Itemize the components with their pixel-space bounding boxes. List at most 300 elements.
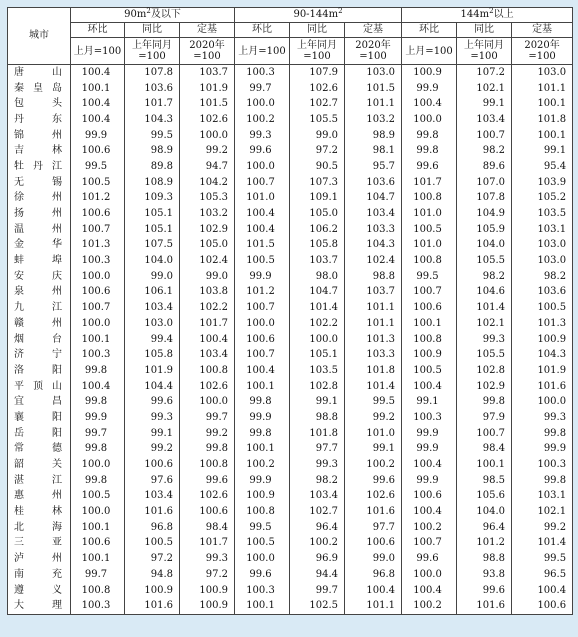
index-value: 103.0 xyxy=(512,253,573,269)
index-value: 105.1 xyxy=(125,222,180,238)
index-value: 99.9 xyxy=(402,473,457,489)
city-name: 吉林 xyxy=(8,143,71,159)
index-value: 100.5 xyxy=(235,253,290,269)
index-value: 101.6 xyxy=(457,598,512,614)
index-value: 99.5 xyxy=(71,159,125,175)
index-value: 102.8 xyxy=(290,379,345,395)
subhead-mom: 环比 xyxy=(235,23,290,38)
index-value: 100.8 xyxy=(402,191,457,207)
index-value: 103.4 xyxy=(125,489,180,505)
index-value: 105.0 xyxy=(180,238,235,254)
index-value: 100.1 xyxy=(512,96,573,112)
index-value: 103.6 xyxy=(512,285,573,301)
table-row xyxy=(8,285,573,301)
base-fixed: 2020年 =100 xyxy=(180,38,235,65)
index-value: 100.1 xyxy=(235,598,290,614)
index-value: 99.6 xyxy=(125,394,180,410)
index-value: 100.6 xyxy=(345,536,402,552)
index-value: 100.3 xyxy=(235,583,290,599)
index-value: 103.1 xyxy=(512,489,573,505)
index-value: 100.0 xyxy=(71,316,125,332)
city-name: 九江 xyxy=(8,300,71,316)
index-value: 98.2 xyxy=(512,269,573,285)
index-value: 101.6 xyxy=(512,379,573,395)
city-name: 大理 xyxy=(8,598,71,614)
index-value: 99.9 xyxy=(402,442,457,458)
header-row-base xyxy=(8,38,573,65)
index-value: 99.6 xyxy=(180,473,235,489)
index-value: 103.9 xyxy=(512,175,573,191)
index-value: 100.6 xyxy=(71,206,125,222)
city-name: 泸州 xyxy=(8,551,71,567)
table-row xyxy=(8,457,573,473)
city-name: 锦州 xyxy=(8,128,71,144)
index-value: 98.5 xyxy=(457,473,512,489)
index-value: 102.8 xyxy=(457,363,512,379)
index-value: 101.4 xyxy=(345,379,402,395)
index-value: 102.4 xyxy=(345,253,402,269)
index-value: 100.0 xyxy=(235,316,290,332)
index-value: 95.4 xyxy=(512,159,573,175)
index-value: 99.8 xyxy=(402,128,457,144)
table-row xyxy=(8,598,573,614)
table-row xyxy=(8,206,573,222)
index-value: 105.0 xyxy=(290,206,345,222)
index-value: 101.7 xyxy=(402,175,457,191)
index-value: 99.9 xyxy=(235,269,290,285)
index-value: 101.0 xyxy=(402,238,457,254)
index-value: 100.1 xyxy=(71,81,125,97)
subhead-fixed: 定基 xyxy=(512,23,573,38)
index-value: 100.0 xyxy=(512,394,573,410)
index-value: 99.7 xyxy=(290,583,345,599)
city-name: 泉州 xyxy=(8,285,71,301)
index-value: 100.1 xyxy=(235,379,290,395)
index-value: 99.9 xyxy=(402,81,457,97)
index-value: 96.4 xyxy=(457,520,512,536)
table-row xyxy=(8,442,573,458)
index-value: 102.1 xyxy=(457,81,512,97)
index-value: 99.5 xyxy=(345,394,402,410)
index-value: 100.9 xyxy=(180,598,235,614)
index-value: 101.5 xyxy=(180,96,235,112)
index-value: 103.7 xyxy=(290,253,345,269)
index-value: 99.9 xyxy=(71,410,125,426)
table-row xyxy=(8,96,573,112)
group-header-small: $90m^2$及以下 xyxy=(71,8,235,23)
index-value: 89.8 xyxy=(125,159,180,175)
table-body xyxy=(8,65,573,615)
index-value: 100.4 xyxy=(235,363,290,379)
index-value: 99.2 xyxy=(180,143,235,159)
index-value: 103.4 xyxy=(345,206,402,222)
city-name: 襄阳 xyxy=(8,410,71,426)
index-value: 99.8 xyxy=(402,143,457,159)
index-value: 94.7 xyxy=(180,159,235,175)
index-value: 96.5 xyxy=(512,567,573,583)
index-value: 101.2 xyxy=(457,536,512,552)
index-value: 100.8 xyxy=(180,363,235,379)
index-value: 100.2 xyxy=(402,520,457,536)
index-value: 100.6 xyxy=(71,285,125,301)
index-value: 104.6 xyxy=(457,285,512,301)
index-value: 102.6 xyxy=(180,489,235,505)
table-row xyxy=(8,504,573,520)
index-value: 96.4 xyxy=(290,520,345,536)
index-value: 109.1 xyxy=(290,191,345,207)
index-value: 99.7 xyxy=(180,410,235,426)
index-value: 100.8 xyxy=(71,583,125,599)
index-value: 102.6 xyxy=(180,379,235,395)
index-value: 100.4 xyxy=(71,96,125,112)
index-value: 100.3 xyxy=(512,457,573,473)
index-value: 104.7 xyxy=(290,285,345,301)
index-value: 98.4 xyxy=(180,520,235,536)
index-value: 101.1 xyxy=(512,81,573,97)
index-value: 98.8 xyxy=(345,269,402,285)
index-value: 100.1 xyxy=(71,520,125,536)
index-value: 99.3 xyxy=(457,332,512,348)
index-value: 101.8 xyxy=(512,112,573,128)
city-name: 无锡 xyxy=(8,175,71,191)
index-value: 103.5 xyxy=(512,206,573,222)
index-value: 98.1 xyxy=(345,143,402,159)
price-index-table xyxy=(7,7,573,615)
index-value: 106.2 xyxy=(290,222,345,238)
table-row xyxy=(8,551,573,567)
index-value: 100.8 xyxy=(402,332,457,348)
index-value: 102.1 xyxy=(512,504,573,520)
index-value: 100.7 xyxy=(235,300,290,316)
index-value: 97.7 xyxy=(290,442,345,458)
index-value: 105.1 xyxy=(125,206,180,222)
index-value: 102.6 xyxy=(290,81,345,97)
index-value: 101.8 xyxy=(290,426,345,442)
index-value: 104.3 xyxy=(512,347,573,363)
index-value: 107.9 xyxy=(290,65,345,81)
city-name: 温州 xyxy=(8,222,71,238)
index-value: 100.4 xyxy=(71,65,125,81)
index-value: 100.4 xyxy=(235,222,290,238)
index-value: 105.8 xyxy=(125,347,180,363)
index-value: 100.9 xyxy=(402,65,457,81)
city-name: 济宁 xyxy=(8,347,71,363)
base-yoy: 上年同月 =100 xyxy=(125,38,180,65)
city-name: 北海 xyxy=(8,520,71,536)
index-value: 99.5 xyxy=(125,128,180,144)
index-value: 101.6 xyxy=(125,598,180,614)
index-value: 103.4 xyxy=(457,112,512,128)
index-value: 100.2 xyxy=(402,598,457,614)
index-value: 100.8 xyxy=(235,504,290,520)
base-mom: 上月=100 xyxy=(235,38,290,65)
index-value: 99.8 xyxy=(71,442,125,458)
index-value: 103.4 xyxy=(290,489,345,505)
index-value: 99.8 xyxy=(235,394,290,410)
table-row xyxy=(8,426,573,442)
index-value: 101.0 xyxy=(402,206,457,222)
subhead-yoy: 同比 xyxy=(125,23,180,38)
index-value: 104.0 xyxy=(457,504,512,520)
city-name: 遵义 xyxy=(8,583,71,599)
table-row xyxy=(8,332,573,348)
index-value: 103.0 xyxy=(512,65,573,81)
index-value: 101.8 xyxy=(345,363,402,379)
index-value: 99.9 xyxy=(235,410,290,426)
index-value: 100.7 xyxy=(457,426,512,442)
index-value: 99.3 xyxy=(180,551,235,567)
table-row xyxy=(8,536,573,552)
table-row xyxy=(8,65,573,81)
index-value: 99.6 xyxy=(235,567,290,583)
index-value: 100.0 xyxy=(71,504,125,520)
index-value: 101.5 xyxy=(345,81,402,97)
table-row xyxy=(8,191,573,207)
index-value: 103.7 xyxy=(345,285,402,301)
index-value: 107.2 xyxy=(457,65,512,81)
index-value: 103.3 xyxy=(345,222,402,238)
index-value: 101.1 xyxy=(345,316,402,332)
index-value: 101.4 xyxy=(512,536,573,552)
index-value: 98.0 xyxy=(290,269,345,285)
index-value: 100.0 xyxy=(235,551,290,567)
index-value: 99.8 xyxy=(512,426,573,442)
index-value: 100.8 xyxy=(180,457,235,473)
index-value: 99.7 xyxy=(71,567,125,583)
index-value: 102.7 xyxy=(290,504,345,520)
index-value: 100.4 xyxy=(71,112,125,128)
index-value: 104.0 xyxy=(125,253,180,269)
index-value: 101.7 xyxy=(180,536,235,552)
index-value: 100.1 xyxy=(71,551,125,567)
index-value: 100.9 xyxy=(512,332,573,348)
index-value: 98.8 xyxy=(457,551,512,567)
index-value: 100.6 xyxy=(402,300,457,316)
index-value: 103.2 xyxy=(345,112,402,128)
index-value: 97.9 xyxy=(457,410,512,426)
index-value: 101.1 xyxy=(345,598,402,614)
index-value: 99.0 xyxy=(290,128,345,144)
index-value: 99.7 xyxy=(71,426,125,442)
index-value: 101.1 xyxy=(345,96,402,112)
index-value: 101.0 xyxy=(345,426,402,442)
index-value: 104.9 xyxy=(457,206,512,222)
index-value: 99.7 xyxy=(235,81,290,97)
base-fixed: 2020年 =100 xyxy=(345,38,402,65)
index-value: 100.0 xyxy=(180,128,235,144)
index-value: 99.5 xyxy=(235,520,290,536)
index-value: 101.6 xyxy=(125,504,180,520)
table-row xyxy=(8,379,573,395)
index-value: 100.0 xyxy=(71,269,125,285)
index-value: 102.6 xyxy=(180,112,235,128)
index-value: 96.9 xyxy=(290,551,345,567)
index-value: 96.8 xyxy=(345,567,402,583)
index-value: 105.6 xyxy=(457,489,512,505)
index-value: 99.2 xyxy=(512,520,573,536)
index-value: 103.3 xyxy=(345,347,402,363)
base-fixed: 2020年 =100 xyxy=(512,38,573,65)
city-header: 城市 xyxy=(8,8,71,65)
index-value: 102.7 xyxy=(290,96,345,112)
index-value: 99.0 xyxy=(180,269,235,285)
index-value: 104.0 xyxy=(457,238,512,254)
city-name: 韶关 xyxy=(8,457,71,473)
index-value: 100.4 xyxy=(402,504,457,520)
table-row xyxy=(8,316,573,332)
index-value: 96.8 xyxy=(125,520,180,536)
header-row-area xyxy=(8,8,573,23)
index-value: 89.6 xyxy=(457,159,512,175)
city-name: 惠州 xyxy=(8,489,71,505)
city-name: 赣州 xyxy=(8,316,71,332)
index-value: 99.8 xyxy=(180,442,235,458)
index-value: 105.8 xyxy=(290,238,345,254)
index-value: 100.7 xyxy=(457,128,512,144)
index-value: 100.7 xyxy=(71,222,125,238)
index-value: 102.2 xyxy=(180,300,235,316)
index-value: 107.3 xyxy=(290,175,345,191)
index-value: 103.0 xyxy=(512,238,573,254)
index-value: 103.1 xyxy=(512,222,573,238)
index-value: 100.4 xyxy=(402,583,457,599)
index-value: 99.8 xyxy=(235,426,290,442)
index-value: 100.0 xyxy=(402,112,457,128)
index-value: 100.3 xyxy=(71,347,125,363)
table-row xyxy=(8,269,573,285)
index-value: 107.5 xyxy=(125,238,180,254)
index-value: 99.2 xyxy=(345,410,402,426)
index-value: 103.0 xyxy=(125,316,180,332)
table-row xyxy=(8,238,573,254)
city-name: 牡丹江 xyxy=(8,159,71,175)
index-value: 100.2 xyxy=(235,112,290,128)
index-value: 99.6 xyxy=(402,551,457,567)
subhead-fixed: 定基 xyxy=(345,23,402,38)
index-value: 99.3 xyxy=(125,410,180,426)
index-value: 99.2 xyxy=(180,426,235,442)
index-value: 101.6 xyxy=(345,504,402,520)
index-value: 90.5 xyxy=(290,159,345,175)
table-row xyxy=(8,583,573,599)
index-value: 99.6 xyxy=(345,473,402,489)
index-value: 100.1 xyxy=(235,442,290,458)
index-value: 102.6 xyxy=(345,489,402,505)
index-value: 99.4 xyxy=(125,332,180,348)
index-value: 100.4 xyxy=(402,96,457,112)
table-row xyxy=(8,410,573,426)
index-value: 103.5 xyxy=(290,363,345,379)
subhead-fixed: 定基 xyxy=(180,23,235,38)
index-value: 100.6 xyxy=(71,536,125,552)
table-row xyxy=(8,112,573,128)
city-name: 常德 xyxy=(8,442,71,458)
index-value: 99.8 xyxy=(71,473,125,489)
index-value: 101.3 xyxy=(71,238,125,254)
index-value: 107.0 xyxy=(457,175,512,191)
index-value: 107.8 xyxy=(457,191,512,207)
table-row xyxy=(8,159,573,175)
index-value: 104.2 xyxy=(180,175,235,191)
index-value: 100.6 xyxy=(180,504,235,520)
index-value: 104.3 xyxy=(345,238,402,254)
index-value: 100.3 xyxy=(71,253,125,269)
index-value: 99.1 xyxy=(290,394,345,410)
base-yoy: 上年同月 =100 xyxy=(290,38,345,65)
city-name: 包头 xyxy=(8,96,71,112)
index-value: 99.8 xyxy=(71,363,125,379)
city-name: 蚌埠 xyxy=(8,253,71,269)
index-value: 105.2 xyxy=(512,191,573,207)
subhead-mom: 环比 xyxy=(71,23,125,38)
subhead-yoy: 同比 xyxy=(457,23,512,38)
city-name: 桂林 xyxy=(8,504,71,520)
city-name: 宜昌 xyxy=(8,394,71,410)
base-mom: 上月=100 xyxy=(402,38,457,65)
index-value: 99.6 xyxy=(402,159,457,175)
index-value: 101.5 xyxy=(235,238,290,254)
index-value: 100.6 xyxy=(402,489,457,505)
table-row xyxy=(8,473,573,489)
index-value: 98.9 xyxy=(125,143,180,159)
index-value: 100.2 xyxy=(345,457,402,473)
index-value: 100.4 xyxy=(345,583,402,599)
index-value: 102.4 xyxy=(180,253,235,269)
index-value: 99.9 xyxy=(235,473,290,489)
index-value: 101.7 xyxy=(125,96,180,112)
base-mom: 上月=100 xyxy=(71,38,125,65)
index-value: 99.8 xyxy=(457,394,512,410)
index-value: 100.4 xyxy=(71,379,125,395)
table-row xyxy=(8,128,573,144)
header-row-type xyxy=(8,23,573,38)
index-value: 99.1 xyxy=(512,143,573,159)
index-value: 99.9 xyxy=(71,128,125,144)
index-value: 103.4 xyxy=(125,300,180,316)
index-value: 101.7 xyxy=(180,316,235,332)
index-value: 100.6 xyxy=(235,332,290,348)
index-value: 101.4 xyxy=(457,300,512,316)
index-value: 98.4 xyxy=(457,442,512,458)
index-value: 104.7 xyxy=(345,191,402,207)
index-value: 101.1 xyxy=(345,300,402,316)
group-header-medium: $90-144m^2$ xyxy=(235,8,402,23)
index-value: 99.3 xyxy=(512,410,573,426)
index-value: 101.2 xyxy=(235,285,290,301)
index-value: 100.0 xyxy=(290,332,345,348)
index-value: 100.7 xyxy=(71,300,125,316)
index-value: 100.5 xyxy=(512,300,573,316)
index-value: 101.3 xyxy=(345,332,402,348)
index-value: 100.0 xyxy=(71,457,125,473)
index-value: 94.4 xyxy=(290,567,345,583)
index-value: 99.6 xyxy=(235,143,290,159)
index-value: 100.9 xyxy=(125,583,180,599)
index-value: 105.5 xyxy=(290,112,345,128)
index-value: 100.9 xyxy=(235,489,290,505)
index-value: 105.5 xyxy=(457,253,512,269)
index-value: 100.7 xyxy=(235,175,290,191)
index-value: 98.2 xyxy=(457,269,512,285)
index-value: 101.2 xyxy=(71,191,125,207)
city-name: 丹东 xyxy=(8,112,71,128)
index-value: 103.6 xyxy=(345,175,402,191)
index-value: 99.9 xyxy=(402,426,457,442)
index-value: 100.7 xyxy=(402,536,457,552)
city-name: 湛江 xyxy=(8,473,71,489)
table-row xyxy=(8,300,573,316)
table-row xyxy=(8,363,573,379)
